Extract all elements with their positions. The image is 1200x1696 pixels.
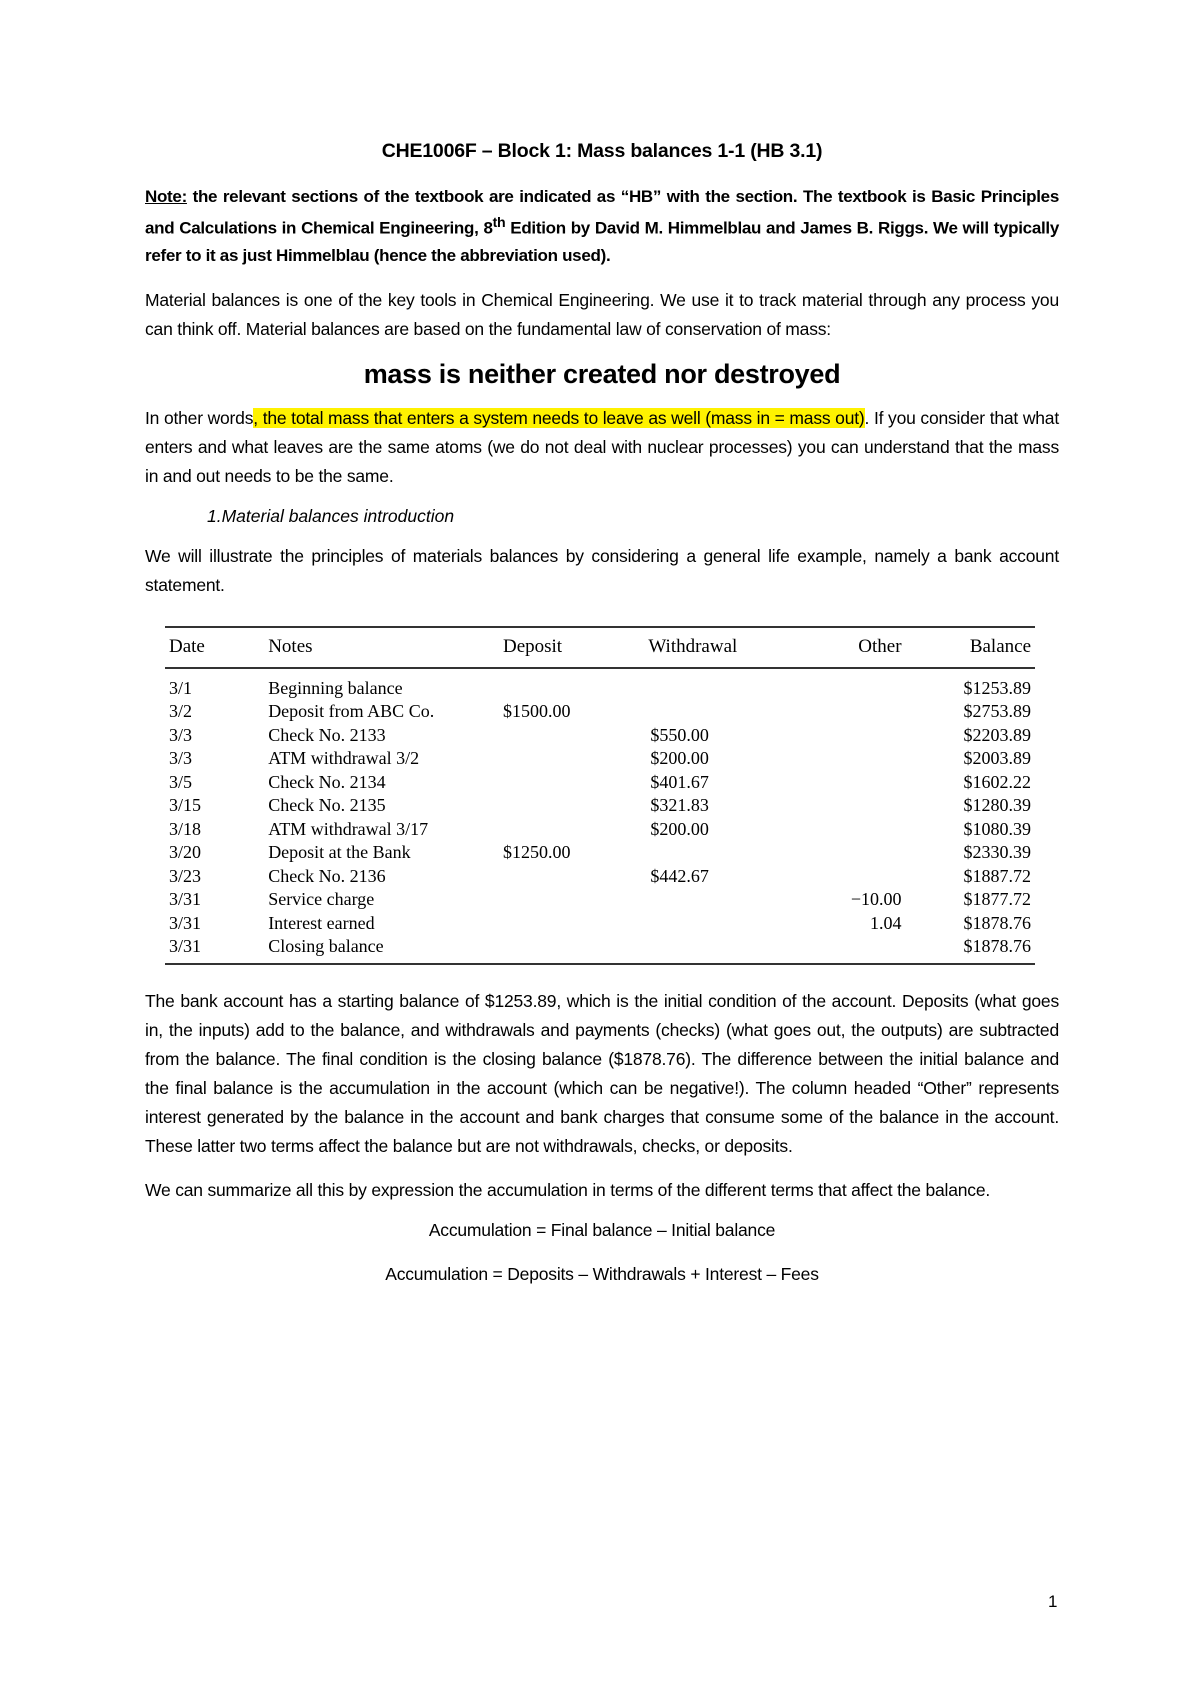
cell-other: [804, 747, 905, 771]
explain-paragraph: The bank account has a starting balance of $1253.89, which is the initial condition of the account. Deposits (what goes in, the inputs) add to the balance, and withdrawals and payments (checks) (what goes out, the outputs) are subtracted from the balance. The final condition is the closing balance ($1878.76). The difference between the initial balance and the final balance is the accumulation in the account (which can be negative!). The column headed “Other” represents interest generated by the balance in the account and bank charges that consume some of the balance in the account. These latter two terms affect the balance but are not withdrawals, checks, or deposits.: [145, 990, 1059, 1156]
header-balance: Balance: [906, 627, 1035, 668]
cell-deposit: [499, 794, 628, 818]
cell-deposit: [499, 724, 628, 748]
header-other: Other: [804, 627, 905, 668]
cell-date: 3/2: [169, 701, 193, 722]
equation-accumulation-terms: Accumulation = Deposits – Withdrawals + Interest – Fees: [385, 1263, 819, 1284]
cell-deposit: [499, 865, 628, 889]
conservation-law-heading: mass is neither created nor destroyed: [363, 358, 841, 389]
table-row: [165, 747, 1035, 771]
other-words-pre: In other words: [145, 407, 254, 428]
cell-balance: $1887.72: [963, 865, 1031, 886]
header-deposit: Deposit: [499, 627, 628, 668]
cell-balance: $1253.89: [963, 677, 1031, 698]
cell-date: 3/3: [169, 724, 193, 745]
cell-withdrawal: $321.83: [650, 795, 709, 816]
cell-notes: Check No. 2135: [268, 795, 386, 816]
cell-deposit: [499, 912, 628, 936]
cell-balance: $1080.39: [963, 818, 1031, 839]
cell-notes: ATM withdrawal 3/2: [268, 748, 420, 769]
table-row: [165, 865, 1035, 889]
cell-other: [804, 700, 905, 724]
cell-date: 3/3: [169, 748, 193, 769]
note-text-a: the relevant sections of the textbook are indicated as “HB” with the section. The textbook is Basic Principles and Calculations in Chemical Engineering, 8: [145, 187, 1059, 238]
cell-deposit: [499, 818, 628, 842]
table-row: [165, 700, 1035, 724]
cell-other: [804, 865, 905, 889]
cell-deposit: $1250.00: [502, 842, 571, 863]
intro-paragraph: Material balances is one of the key tools in Chemical Engineering. We use it to track material through any process you can think off. Material balances are based on the fundamental law of conservation of mass:: [145, 289, 1059, 339]
note-text-b: Edition by David M. Himmelblau and James B. Riggs. We will typically refer to it as just Himmelblau (hence the abbreviation used).: [145, 218, 1059, 265]
note-superscript: th: [492, 215, 506, 231]
cell-date: 3/18: [169, 818, 202, 839]
cell-other: [804, 935, 905, 964]
cell-deposit: [499, 771, 628, 795]
cell-withdrawal: [628, 700, 804, 724]
cell-deposit: [499, 747, 628, 771]
table-row: [165, 841, 1035, 865]
table-row: [165, 888, 1035, 912]
cell-date: 3/15: [169, 795, 202, 816]
cell-balance: $2003.89: [963, 748, 1031, 769]
cell-deposit: $1500.00: [502, 701, 571, 722]
cell-date: 3/1: [169, 677, 193, 698]
table-body: [165, 668, 1035, 964]
cell-notes: Beginning balance: [268, 677, 403, 698]
page-number: 1: [1048, 1592, 1058, 1611]
cell-notes: Closing balance: [264, 935, 499, 964]
cell-date: 3/31: [169, 912, 202, 933]
cell-deposit: [499, 935, 628, 964]
cell-date: 3/31: [165, 935, 264, 964]
table-row: [165, 724, 1035, 748]
cell-withdrawal: [628, 668, 804, 701]
cell-other: [804, 771, 905, 795]
cell-date: 3/23: [169, 865, 202, 886]
cell-notes: Service charge: [268, 889, 375, 910]
table-row: [165, 668, 1035, 701]
header-withdrawal: Withdrawal: [628, 627, 804, 668]
cell-balance: $1602.22: [963, 771, 1031, 792]
summarize-paragraph: We can summarize all this by expression the accumulation in terms of the different terms that affect the balance.: [145, 1179, 991, 1200]
table-row: [165, 935, 1035, 964]
other-words-post: . If you consider that what enters and what leaves are the same atoms (we do not deal with nuclear processes) you can understand that the mass in and out needs to be the same.: [145, 407, 1059, 486]
cell-other: [804, 724, 905, 748]
note-label: Note:: [145, 187, 187, 206]
cell-balance: $1280.39: [963, 795, 1031, 816]
cell-notes: Check No. 2136: [268, 865, 386, 886]
cell-withdrawal: [628, 888, 804, 912]
cell-withdrawal: $200.00: [650, 748, 709, 769]
cell-other: −10.00: [850, 889, 902, 910]
cell-withdrawal: $550.00: [650, 724, 709, 745]
cell-deposit: [499, 888, 628, 912]
cell-withdrawal: [628, 912, 804, 936]
illustrate-paragraph: We will illustrate the principles of materials balances by considering a general life example, namely a bank account statement.: [145, 545, 1059, 595]
cell-balance: $2330.39: [963, 842, 1031, 863]
note-paragraph: [145, 183, 1059, 269]
cell-other: [804, 818, 905, 842]
table-row: [165, 818, 1035, 842]
header-notes: Notes: [264, 627, 499, 668]
table-row: [165, 794, 1035, 818]
cell-other: 1.04: [870, 912, 902, 933]
table-row: [165, 912, 1035, 936]
cell-other: [804, 668, 905, 701]
cell-withdrawal: $442.67: [650, 865, 709, 886]
cell-balance: $2203.89: [963, 724, 1031, 745]
section-heading: 1.Material balances introduction: [207, 505, 455, 526]
cell-notes: Deposit from ABC Co.: [268, 701, 435, 722]
table-header: [165, 627, 1035, 668]
cell-date: 3/31: [169, 889, 202, 910]
cell-date: 3/5: [169, 771, 193, 792]
cell-withdrawal: $401.67: [650, 771, 709, 792]
page-title: CHE1006F – Block 1: Mass balances 1-1 (HB 3.1): [381, 140, 823, 162]
bank-statement-table-wrapper: [165, 626, 1035, 965]
equation-accumulation-balance: Accumulation = Final balance – Initial balance: [428, 1219, 776, 1240]
other-words-paragraph: [145, 404, 1059, 491]
cell-withdrawal: $200.00: [650, 818, 709, 839]
cell-notes: Check No. 2133: [268, 724, 386, 745]
cell-deposit: [499, 668, 628, 701]
cell-notes: Interest earned: [268, 912, 375, 933]
table-row: [165, 771, 1035, 795]
cell-withdrawal: [628, 841, 804, 865]
page-content: [145, 140, 1059, 1308]
cell-balance: $2753.89: [963, 701, 1031, 722]
cell-balance: $1877.72: [963, 889, 1031, 910]
cell-date: 3/20: [169, 842, 202, 863]
table-header-row: [165, 627, 1035, 668]
cell-other: [804, 841, 905, 865]
bank-statement-table: [165, 626, 1035, 965]
cell-notes: Check No. 2134: [268, 771, 386, 792]
cell-balance: $1878.76: [906, 935, 1035, 964]
cell-balance: $1878.76: [963, 912, 1031, 933]
highlighted-text: , the total mass that enters a system needs to leave as well (mass in = mass out): [253, 407, 865, 428]
cell-other: [804, 794, 905, 818]
cell-withdrawal: [628, 935, 804, 964]
cell-notes: ATM withdrawal 3/17: [268, 818, 429, 839]
header-date: Date: [165, 627, 264, 668]
cell-notes: Deposit at the Bank: [268, 842, 411, 863]
